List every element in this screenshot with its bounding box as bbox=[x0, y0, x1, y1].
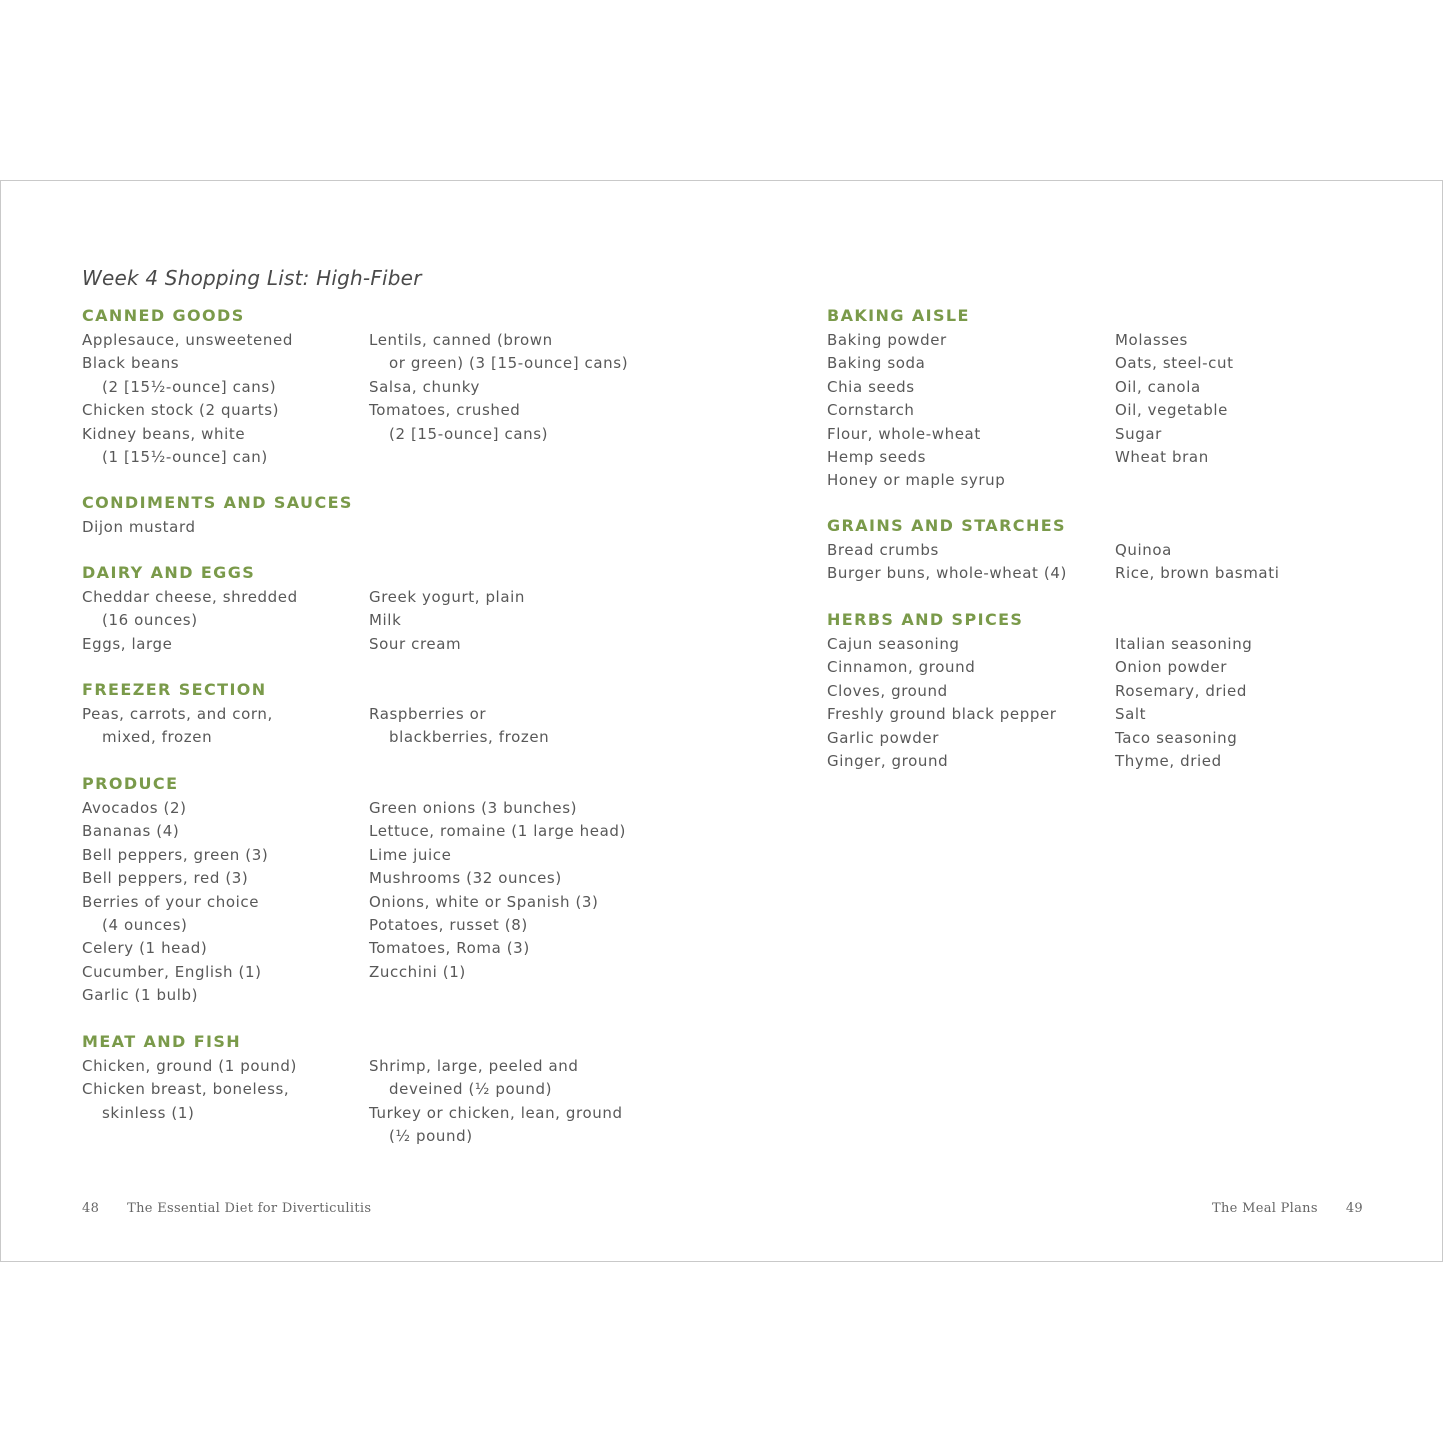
grains-list-1 bbox=[827, 539, 1067, 586]
list-item: Onions, white or Spanish (3) bbox=[369, 892, 599, 911]
list-item: Lime juice bbox=[369, 845, 452, 864]
list-item: Cheddar cheese, shredded bbox=[82, 588, 298, 606]
list-item: Cornstarch bbox=[827, 401, 915, 420]
list-item: Green onions (3 bunches) bbox=[369, 799, 578, 817]
list-item: Chicken, ground (1 pound) bbox=[82, 1057, 297, 1075]
list-item: Bell peppers, red (3) bbox=[82, 869, 249, 888]
section-heading-baking-aisle: BAKING AISLE bbox=[827, 306, 970, 325]
section-heading-meat-fish: MEAT AND FISH bbox=[82, 1032, 242, 1051]
left-running-title: The Essential Diet for Diverticulitis bbox=[127, 1201, 372, 1216]
list-item: Garlic (1 bulb) bbox=[82, 986, 199, 1005]
list-item: Baking soda bbox=[827, 354, 926, 373]
list-item: Bread crumbs bbox=[827, 541, 939, 559]
page-title: Week 4 Shopping List: High-Fiber bbox=[82, 266, 422, 290]
list-item: Lentils, canned (brown bbox=[369, 331, 553, 349]
list-item: Bananas (4) bbox=[82, 822, 180, 841]
list-item: Oil, vegetable bbox=[1115, 401, 1228, 420]
section-heading-dairy: DAIRY AND EGGS bbox=[82, 563, 256, 582]
list-item: (2 [15½-ounce] cans) bbox=[102, 377, 277, 396]
left-page-number: 48 bbox=[82, 1201, 100, 1216]
canned-goods-list-2 bbox=[369, 329, 628, 446]
list-item: Tomatoes, crushed bbox=[369, 401, 521, 420]
list-item: skinless (1) bbox=[102, 1103, 195, 1122]
list-item: Black beans bbox=[82, 354, 180, 373]
list-item: Applesauce, unsweetened bbox=[82, 331, 293, 349]
section-heading-freezer: FREEZER SECTION bbox=[82, 680, 267, 699]
list-item: Cajun seasoning bbox=[827, 635, 960, 653]
list-item: Hemp seeds bbox=[827, 448, 927, 467]
section-heading-canned-goods: CANNED GOODS bbox=[82, 306, 245, 325]
list-item: Berries of your choice bbox=[82, 892, 260, 911]
list-item: Sour cream bbox=[369, 634, 462, 653]
list-item: Honey or maple syrup bbox=[827, 471, 1006, 490]
list-item: Ginger, ground bbox=[827, 752, 949, 771]
section-heading-condiments: CONDIMENTS AND SAUCES bbox=[82, 493, 353, 512]
list-item: Chicken stock (2 quarts) bbox=[82, 401, 280, 420]
list-item: Flour, whole-wheat bbox=[827, 424, 981, 443]
list-item: (1 [15½-ounce] can) bbox=[102, 448, 268, 467]
right-running-title: The Meal Plans bbox=[1212, 1201, 1318, 1216]
list-item: Oil, canola bbox=[1115, 377, 1201, 396]
list-item: mixed, frozen bbox=[102, 728, 213, 747]
list-item: Shrimp, large, peeled and bbox=[369, 1057, 579, 1075]
list-item: Cucumber, English (1) bbox=[82, 962, 262, 981]
condiments-list bbox=[82, 516, 196, 539]
freezer-list-2 bbox=[369, 703, 549, 750]
list-item: Bell peppers, green (3) bbox=[82, 845, 269, 864]
right-page-number: 49 bbox=[1345, 1201, 1363, 1216]
list-item: Sugar bbox=[1115, 424, 1162, 443]
list-item: Avocados (2) bbox=[82, 799, 187, 817]
section-heading-herbs-spices: HERBS AND SPICES bbox=[827, 610, 1024, 629]
meat-fish-list-1 bbox=[82, 1055, 297, 1125]
left-page-footer bbox=[82, 1201, 371, 1216]
list-item: Mushrooms (32 ounces) bbox=[369, 869, 562, 888]
section-heading-grains: GRAINS AND STARCHES bbox=[827, 516, 1066, 535]
dairy-list-1 bbox=[82, 586, 298, 656]
list-item: Milk bbox=[369, 611, 402, 630]
list-item: (2 [15-ounce] cans) bbox=[389, 424, 549, 443]
canned-goods-list-1 bbox=[82, 329, 293, 469]
list-item: Chia seeds bbox=[827, 377, 915, 396]
baking-list-1 bbox=[827, 329, 1005, 493]
list-item: (½ pound) bbox=[389, 1127, 473, 1146]
list-item: Freshly ground black pepper bbox=[827, 705, 1057, 724]
list-item: Quinoa bbox=[1115, 541, 1172, 559]
list-item: (16 ounces) bbox=[102, 611, 198, 630]
list-item: Salsa, chunky bbox=[369, 377, 481, 396]
list-item: Garlic powder bbox=[827, 728, 940, 747]
list-item: blackberries, frozen bbox=[389, 728, 550, 747]
list-item: Tomatoes, Roma (3) bbox=[369, 939, 530, 958]
list-item: Turkey or chicken, lean, ground bbox=[369, 1103, 623, 1122]
list-item: Eggs, large bbox=[82, 634, 173, 653]
section-heading-produce: PRODUCE bbox=[82, 774, 179, 793]
list-item: Zucchini (1) bbox=[369, 962, 466, 981]
dairy-list-2 bbox=[369, 586, 525, 656]
herbs-list-2 bbox=[1115, 633, 1252, 773]
list-item: Lettuce, romaine (1 large head) bbox=[369, 822, 626, 841]
list-item: Onion powder bbox=[1115, 658, 1228, 677]
list-item: deveined (½ pound) bbox=[389, 1080, 553, 1099]
list-item: Potatoes, russet (8) bbox=[369, 916, 528, 935]
list-item: Oats, steel-cut bbox=[1115, 354, 1234, 373]
list-item: Baking powder bbox=[827, 331, 947, 349]
list-item: Taco seasoning bbox=[1115, 728, 1238, 747]
list-item: Thyme, dried bbox=[1115, 752, 1222, 771]
right-page-footer bbox=[1212, 1201, 1363, 1216]
list-item: Chicken breast, boneless, bbox=[82, 1080, 290, 1099]
list-item: or green) (3 [15-ounce] cans) bbox=[389, 354, 629, 373]
list-item: Peas, carrots, and corn, bbox=[82, 705, 273, 723]
list-item: (4 ounces) bbox=[102, 916, 188, 935]
list-item: Cloves, ground bbox=[827, 681, 948, 700]
grains-list-2 bbox=[1115, 539, 1279, 586]
meat-fish-list-2 bbox=[369, 1055, 623, 1149]
produce-list-2 bbox=[369, 797, 626, 984]
list-item: Greek yogurt, plain bbox=[369, 588, 525, 606]
list-item: Wheat bran bbox=[1115, 448, 1209, 467]
produce-list-1 bbox=[82, 797, 268, 1008]
list-item: Rosemary, dried bbox=[1115, 681, 1247, 700]
list-item: Rice, brown basmati bbox=[1115, 564, 1280, 583]
list-item: Kidney beans, white bbox=[82, 424, 246, 443]
herbs-list-1 bbox=[827, 633, 1057, 773]
list-item: Cinnamon, ground bbox=[827, 658, 976, 677]
list-item: Celery (1 head) bbox=[82, 939, 208, 958]
list-item: Italian seasoning bbox=[1115, 635, 1253, 653]
baking-list-2 bbox=[1115, 329, 1234, 469]
list-item: Molasses bbox=[1115, 331, 1188, 349]
list-item: Salt bbox=[1115, 705, 1147, 724]
freezer-list-1 bbox=[82, 703, 273, 750]
list-item: Dijon mustard bbox=[82, 518, 196, 536]
list-item: Raspberries or bbox=[369, 705, 487, 723]
list-item: Burger buns, whole-wheat (4) bbox=[827, 564, 1067, 583]
